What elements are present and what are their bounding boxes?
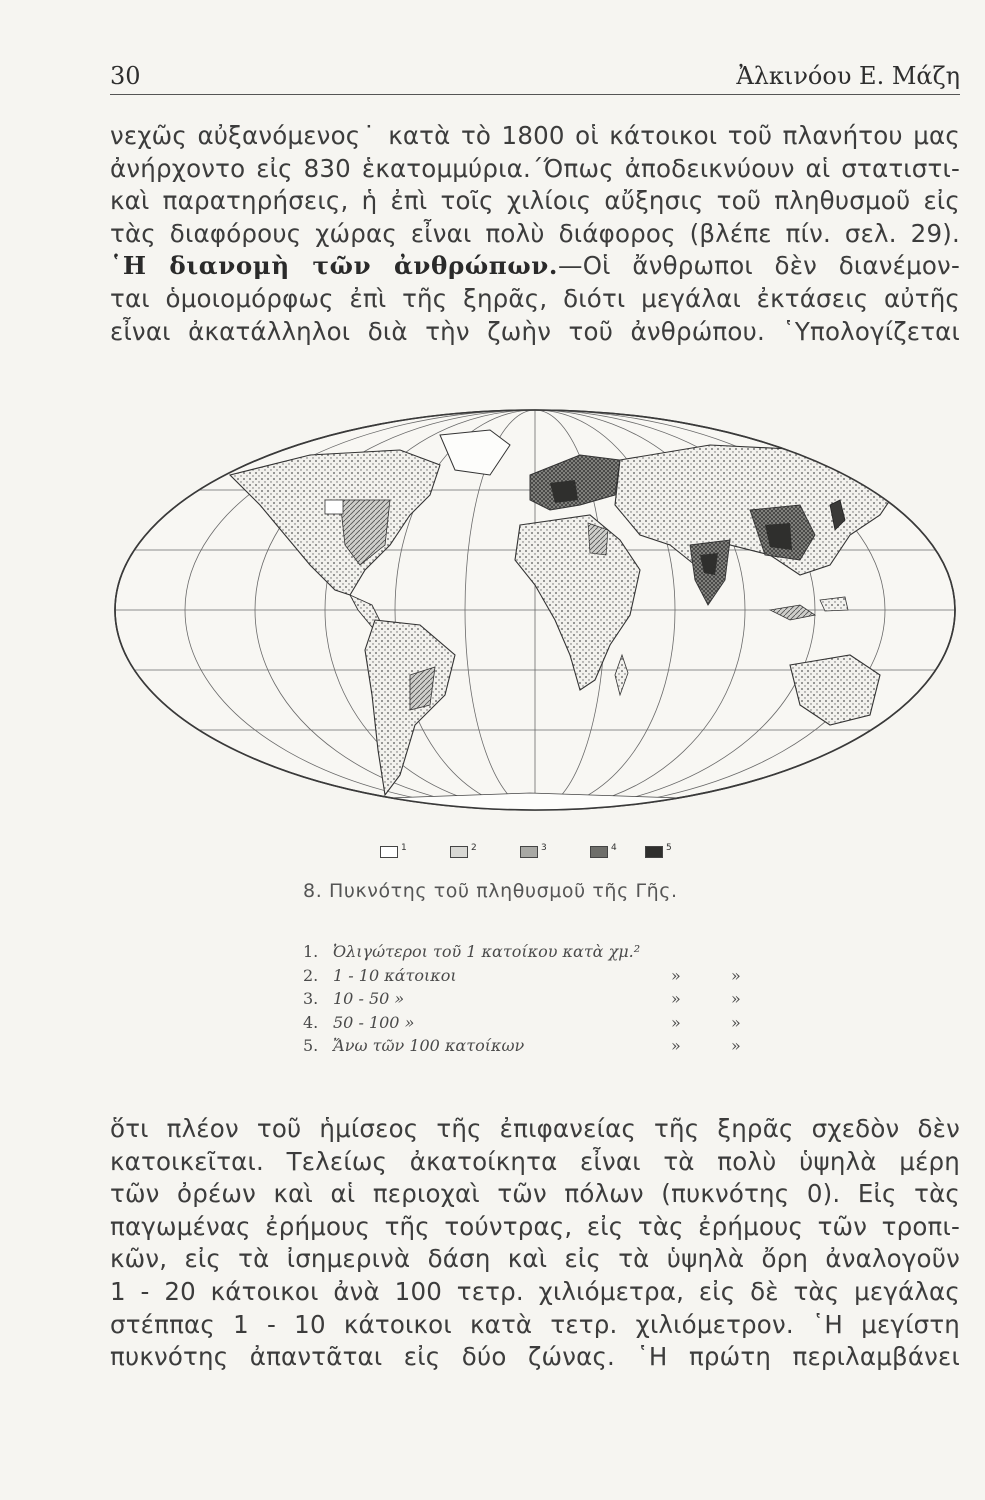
ditto-mark: » <box>671 989 681 1008</box>
legend-swatch-box <box>450 846 468 858</box>
legend-item-text: Ἄνω τῶν 100 κατοίκων <box>333 1036 525 1055</box>
legend-item-number: 4. <box>303 1012 319 1032</box>
text-line: νεχῶς αὐξανόμενος˙ κατὰ τὸ 1800 οἱ κάτοικοι τοῦ πλανήτου μας <box>110 121 960 150</box>
legend-item-number: 5. <box>303 1036 319 1055</box>
landmass-borneo <box>820 597 848 611</box>
ditto-mark: » <box>671 965 681 985</box>
legend-item-text: 10 - 50 » <box>333 989 405 1008</box>
page-number: 30 <box>110 62 141 90</box>
legend-swatch-box <box>590 846 608 858</box>
legend-swatch-number: 3 <box>541 843 547 853</box>
legend-item-number: 2. <box>303 965 319 985</box>
legend-item <box>303 1034 773 1058</box>
map-figure <box>110 405 960 845</box>
density-area-plains <box>325 500 343 514</box>
top-paragraph <box>110 120 960 348</box>
legend-item <box>303 1011 773 1035</box>
page-header <box>110 58 960 95</box>
ditto-mark: » <box>731 965 741 985</box>
legend-item-text: 1 - 10 κάτοικοι <box>333 965 457 985</box>
text-line: 1 - 20 κάτοικοι ἀνὰ 100 τετρ. χιλιόμετρα, εἰς δὲ τὰς μεγάλας <box>110 1276 960 1306</box>
ditto-mark: » <box>671 1036 681 1055</box>
legend-item <box>303 987 773 1011</box>
legend-swatch-box <box>645 846 663 858</box>
text-line: πυκνότης ἀπαντᾶται εἰς δύο ζώνας. ῾Η πρώτη περιλαμβάνει <box>110 1342 960 1372</box>
text-line: καὶ παρατηρήσεις, ἡ ἐπὶ τοῖς χιλίοις αὔξησις τοῦ πληθυσμοῦ εἰς <box>110 186 960 216</box>
text-line: κατοικεῖται. Τελείως ἀκατοίκητα εἶναι τὰ πολὺ ὑψηλὰ μέρη <box>110 1146 960 1176</box>
running-head: Ἀλκινόου Ε. Μάζη <box>736 62 960 90</box>
text-line: κῶν, εἰς τὰ ἰσημερινὰ δάση καὶ εἰς τὰ ὑψηλὰ ὄρη ἀναλογοῦν <box>110 1244 960 1274</box>
legend-swatch-box <box>520 846 538 858</box>
ditto-mark: » <box>731 989 741 1008</box>
legend-swatch-number: 2 <box>471 843 477 853</box>
text-line: παγωμένας ἐρήμους τῆς τούντρας, εἰς τὰς ἐρήμους τῶν τροπι- <box>110 1211 960 1241</box>
legend-swatch-number: 1 <box>401 843 407 853</box>
heading-line <box>110 250 960 283</box>
map-legend-swatches <box>380 840 710 866</box>
legend-swatch-number: 5 <box>666 843 672 853</box>
legend-swatch-box <box>380 846 398 858</box>
text-line: ἀνήρχοντο εἰς 830 ἑκατομμύρια.΄Όπως ἀποδεικνύουν αἱ στατιστι- <box>110 153 960 183</box>
legend-item-number: 3. <box>303 989 319 1008</box>
density-area-west-europe <box>550 480 578 503</box>
text-line: ὅτι πλέον τοῦ ἡμίσεος τῆς ἐπιφανείας τῆς ξηρᾶς σχεδὸν δὲν <box>110 1114 960 1143</box>
ditto-mark: » <box>671 1012 681 1032</box>
graticule <box>110 405 960 815</box>
legend-item-text: Ὀλιγώτεροι τοῦ 1 κατοίκου κατὰ χμ.² <box>333 942 641 961</box>
legend-item-number: 1. <box>303 942 319 961</box>
world-population-density-map <box>110 405 960 845</box>
text-line: τῶν ὀρέων καὶ αἱ περιοχαὶ τῶν πόλων (πυκνότης 0). Εἰς τὰς <box>110 1179 960 1209</box>
legend-swatch-number: 4 <box>611 843 617 853</box>
ditto-mark: » <box>731 1012 741 1032</box>
text-line: στέππας 1 - 10 κάτοικοι κατὰ τετρ. χιλιόμετρον. ῾Η μεγίστη <box>110 1309 960 1339</box>
text-line: εἶναι ἀκατάλληλοι διὰ τὴν ζωὴν τοῦ ἀνθρώπου. ῾Υπολογίζεται <box>110 316 960 346</box>
legend-item <box>303 964 773 988</box>
text-line: ται ὁμοιομόρφως ἐπὶ τῆς ξηρᾶς, διότι μεγάλαι ἐκτάσεις αὐτῆς <box>110 283 960 313</box>
ditto-mark: » <box>731 1036 741 1055</box>
text-line: τὰς διαφόρους χώρας εἶναι πολὺ διάφορος (βλέπε πίν. σελ. 29). <box>110 218 960 248</box>
figure-caption: 8. Πυκνότης τοῦ πληθυσμοῦ τῆς Γῆς. <box>303 880 678 902</box>
heading-continuation: —Οἱ ἄνθρωποι δὲν διανέμον- <box>558 251 960 281</box>
figure-legend-list <box>303 940 773 1058</box>
legend-item-text: 50 - 100 » <box>333 1012 415 1032</box>
legend-item <box>303 940 773 964</box>
section-heading: ῾Η διανομὴ τῶν ἀνθρώπων. <box>110 251 558 281</box>
bottom-paragraph <box>110 1113 960 1374</box>
